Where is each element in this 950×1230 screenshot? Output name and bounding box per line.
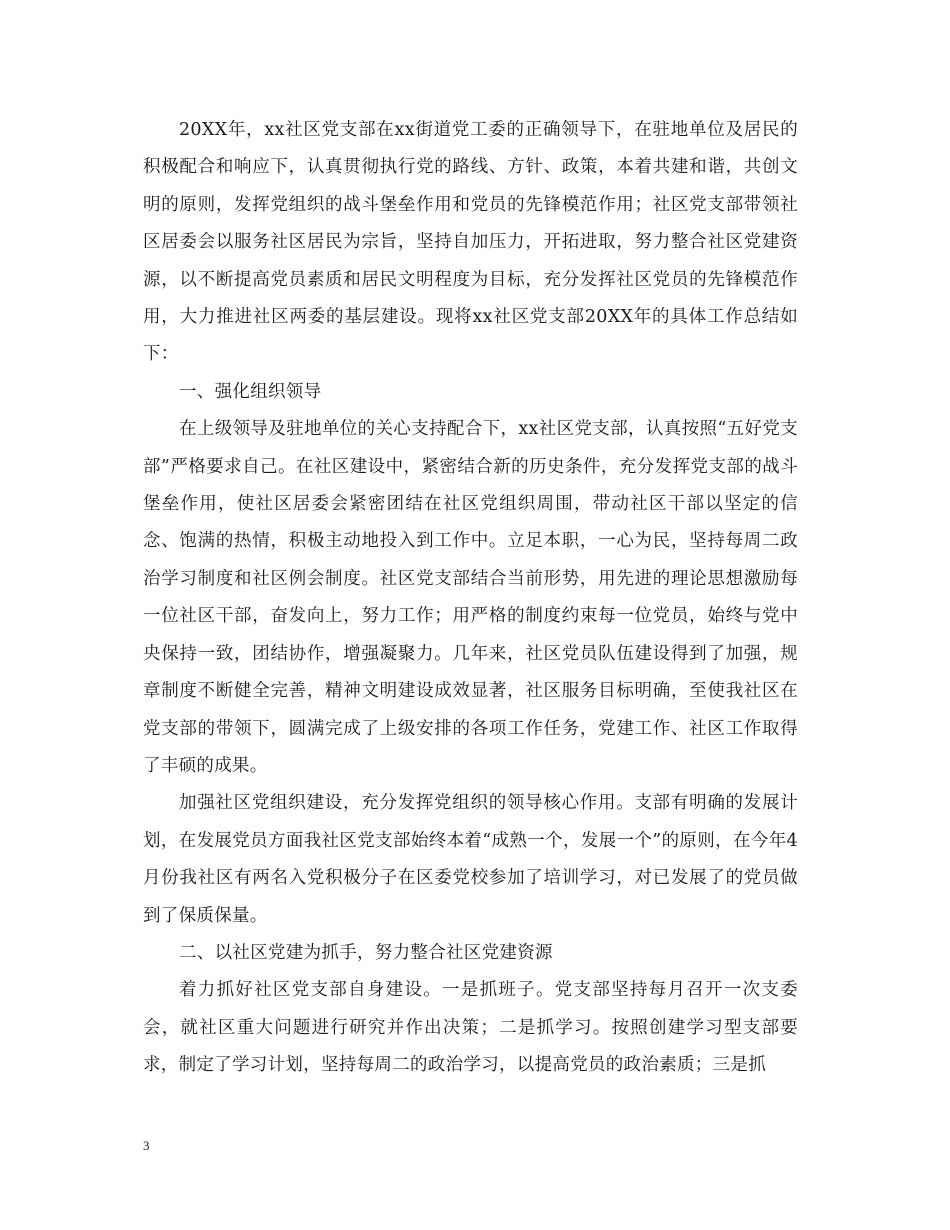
document-body (143, 112, 798, 1085)
paragraph-organization: 在上级领导及驻地单位的关心支持配合下，xx社区党支部，认真按照“五好党支部”严格要求自己。在社区建设中，紧密结合新的历史条件，充分发挥党支部的战斗堡垒作用，使社区居委会紧密团结在社区党组织周围，带动社区干部以坚定的信念、饱满的热情，积极主动地投入到工作中。立足本职，一心为民，坚持每周二政治学习制度和社区例会制度。社区党支部结合当前形势，用先进的理论思想激励每一位社区干部，奋发向上，努力工作；用严格的制度约束每一位党员，始终与党中央保持一致，团结协作，增强凝聚力。几年来，社区党员队伍建设得到了加强，规章制度不断健全完善，精神文明建设成效显著，社区服务目标明确，至使我社区在党支部的带领下，圆满完成了上级安排的各项工作任务，党建工作、社区工作取得了丰硕的成果。 (143, 419, 798, 776)
section-heading-1: 一、强化组织领导 (179, 381, 322, 402)
page-number: 3 (143, 1138, 150, 1153)
paragraph-party-building: 加强社区党组织建设，充分发挥党组织的领导核心作用。支部有明确的发展计划，在发展党员方面我社区党支部始终本着“成熟一个，发展一个”的原则，在今年4月份我社区有两名入党积极分子在区委党校参加了培训学习，对已发展了的党员做到了保质保量。 (143, 793, 798, 926)
section-heading-2: 二、以社区党建为抓手，努力整合社区党建资源 (179, 942, 553, 963)
paragraph-self-construction: 着力抓好社区党支部自身建设。一是抓班子。党支部坚持每月召开一次支委会，就社区重大问题进行研究并作出决策；二是抓学习。按照创建学习型支部要求，制定了学习计划，坚持每周二的政治学习，以提高党员的政治素质；三是抓 (143, 980, 798, 1076)
paragraph-intro: 20XX年，xx社区党支部在xx街道党工委的正确领导下，在驻地单位及居民的积极配合和响应下，认真贯彻执行党的路线、方针、政策，本着共建和谐，共创文明的原则，发挥党组织的战斗堡垒作用和党员的先锋模范作用；社区党支部带领社区居委会以服务社区居民为宗旨，坚持自加压力，开拓进取，努力整合社区党建资源，以不断提高党员素质和居民文明程度为目标，充分发挥社区党员的先锋模范作用，大力推进社区两委的基层建设。现将xx社区党支部20XX年的具体工作总结如下： (143, 120, 798, 365)
